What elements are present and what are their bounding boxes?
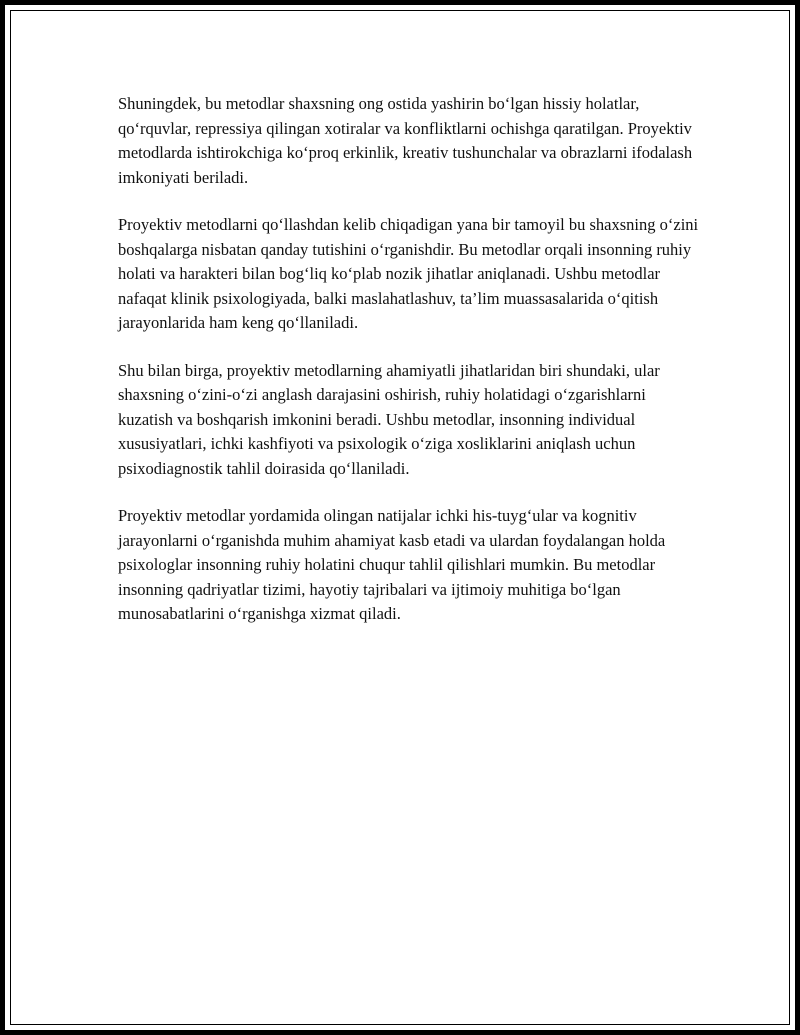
paragraph-4: Proyektiv metodlar yordamida olingan natijalar ichki his-tuyg‘ular va kognitiv jarayonlarni o‘rganishda muhim ahamiyat kasb etadi va ulardan foydalangan holda psixologlar insonning ruhiy holatini chuqur tahlil qilishlari mumkin. Bu metodlar insonning qadriyatlar tizimi, hayotiy tajribalari va ijtimoiy muhitiga bo‘lgan munosabatlarini o‘rganishga xizmat qiladi. <box>118 506 666 623</box>
paragraph-1: Shuningdek, bu metodlar shaxsning ong ostida yashirin bo‘lgan hissiy holatlar, qo‘rquvlar, repressiya qilingan xotiralar va konfliktlarni ochishga qaratilgan. Proyektiv metodlarda ishtirokchiga ko‘proq erkinlik, kreativ tushunchalar va obrazlarni ifodalash imkoniyati beriladi. <box>118 94 693 187</box>
document-body <box>118 92 703 627</box>
paragraph-2: Proyektiv metodlarni qo‘llashdan kelib chiqadigan yana bir tamoyil bu shaxsning o‘zini boshqalarga nisbatan qanday tutishini o‘rganishdir. Bu metodlar orqali insonning ruhiy holati va harakteri bilan bog‘liq ko‘plab nozik jihatlar aniqlanadi. Ushbu metodlar nafaqat klinik psixologiyada, balki maslahatlashuv, ta’lim muassasalarida o‘qitish jarayonlarida ham keng qo‘llaniladi. <box>118 215 699 332</box>
paragraph-3: Shu bilan birga, proyektiv metodlarning ahamiyatli jihatlaridan biri shundaki, ular shaxsning o‘zini-o‘zi anglash darajasini oshirish, ruhiy holatidagi o‘zgarishlarni kuzatish va boshqarish imkonini beradi. Ushbu metodlar, insonning individual xususiyatlari, ichki kashfiyoti va psixologik o‘ziga xosliklarini aniqlash uchun psixodiagnostik tahlil doirasida qo‘llaniladi. <box>118 360 660 478</box>
